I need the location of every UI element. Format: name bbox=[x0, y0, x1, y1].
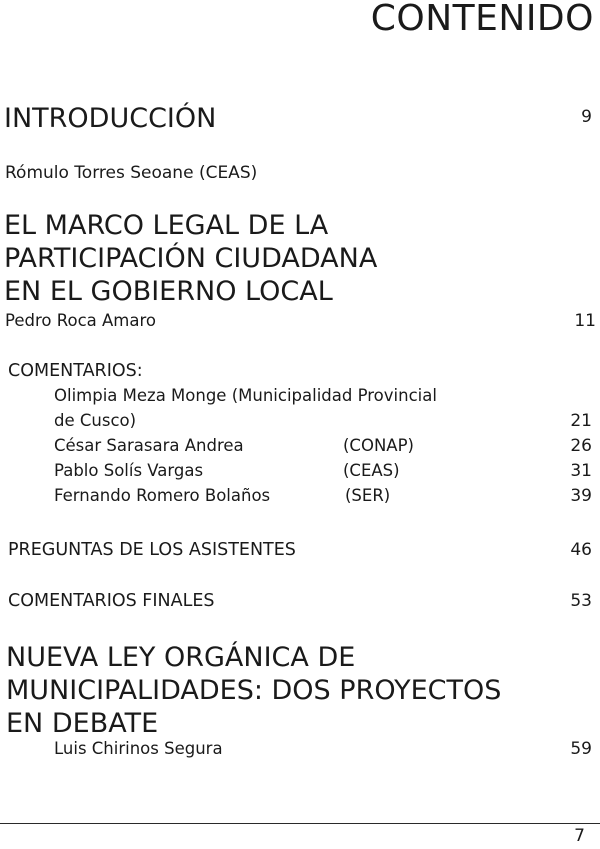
footer-rule bbox=[0, 823, 600, 824]
toc-entry-nueva-ley-page: 59 bbox=[570, 739, 592, 759]
toc-comentario-4-name: Fernando Romero Bolaños bbox=[54, 486, 271, 505]
toc-comentario-4-page: 39 bbox=[570, 486, 592, 506]
toc-entry-nueva-ley-author: Luis Chirinos Segura bbox=[54, 739, 223, 758]
toc-comentario-3-name: Pablo Solís Vargas bbox=[54, 461, 204, 480]
toc-entry-nueva-ley-title-line1: NUEVA LEY ORGÁNICA DE bbox=[6, 642, 356, 673]
toc-comentarios-heading: COMENTARIOS: bbox=[8, 361, 143, 381]
toc-entry-comentarios-finales-title: COMENTARIOS FINALES bbox=[8, 591, 215, 611]
toc-entry-marco-legal-page: 11 bbox=[574, 311, 596, 331]
toc-comentario-4-org: (SER) bbox=[345, 486, 391, 505]
toc-entry-marco-legal-author: Pedro Roca Amaro bbox=[5, 311, 156, 330]
toc-comentario-3-org: (CEAS) bbox=[343, 461, 400, 480]
page-title: CONTENIDO bbox=[370, 0, 594, 39]
toc-entry-nueva-ley-title-line2: MUNICIPALIDADES: DOS PROYECTOS bbox=[6, 675, 502, 706]
toc-entry-comentarios-finales-page: 53 bbox=[570, 591, 592, 611]
toc-comentario-1-page: 21 bbox=[570, 411, 592, 431]
toc-entry-introduccion-page: 9 bbox=[581, 107, 592, 127]
toc-entry-preguntas-title: PREGUNTAS DE LOS ASISTENTES bbox=[8, 540, 296, 560]
toc-entry-preguntas-page: 46 bbox=[570, 540, 592, 560]
toc-comentario-3-page: 31 bbox=[570, 461, 592, 481]
toc-comentario-2-org: (CONAP) bbox=[343, 436, 414, 455]
toc-entry-introduccion-author: Rómulo Torres Seoane (CEAS) bbox=[5, 163, 258, 183]
toc-comentario-2-page: 26 bbox=[570, 436, 592, 456]
toc-comentario-2-name: César Sarasara Andrea bbox=[54, 436, 244, 455]
toc-entry-marco-legal-title-line2: PARTICIPACIÓN CIUDADANA bbox=[4, 243, 378, 274]
toc-comentario-1-line2: de Cusco) bbox=[54, 411, 137, 430]
toc-entry-marco-legal-title-line1: EL MARCO LEGAL DE LA bbox=[4, 210, 329, 241]
toc-entry-nueva-ley-title-line3: EN DEBATE bbox=[6, 708, 159, 739]
toc-comentario-1-line1: Olimpia Meza Monge (Municipalidad Provincial bbox=[54, 386, 437, 405]
footer-page-number: 7 bbox=[574, 826, 585, 846]
toc-entry-introduccion-title: INTRODUCCIÓN bbox=[4, 103, 217, 134]
toc-entry-marco-legal-title-line3: EN EL GOBIERNO LOCAL bbox=[4, 276, 333, 307]
